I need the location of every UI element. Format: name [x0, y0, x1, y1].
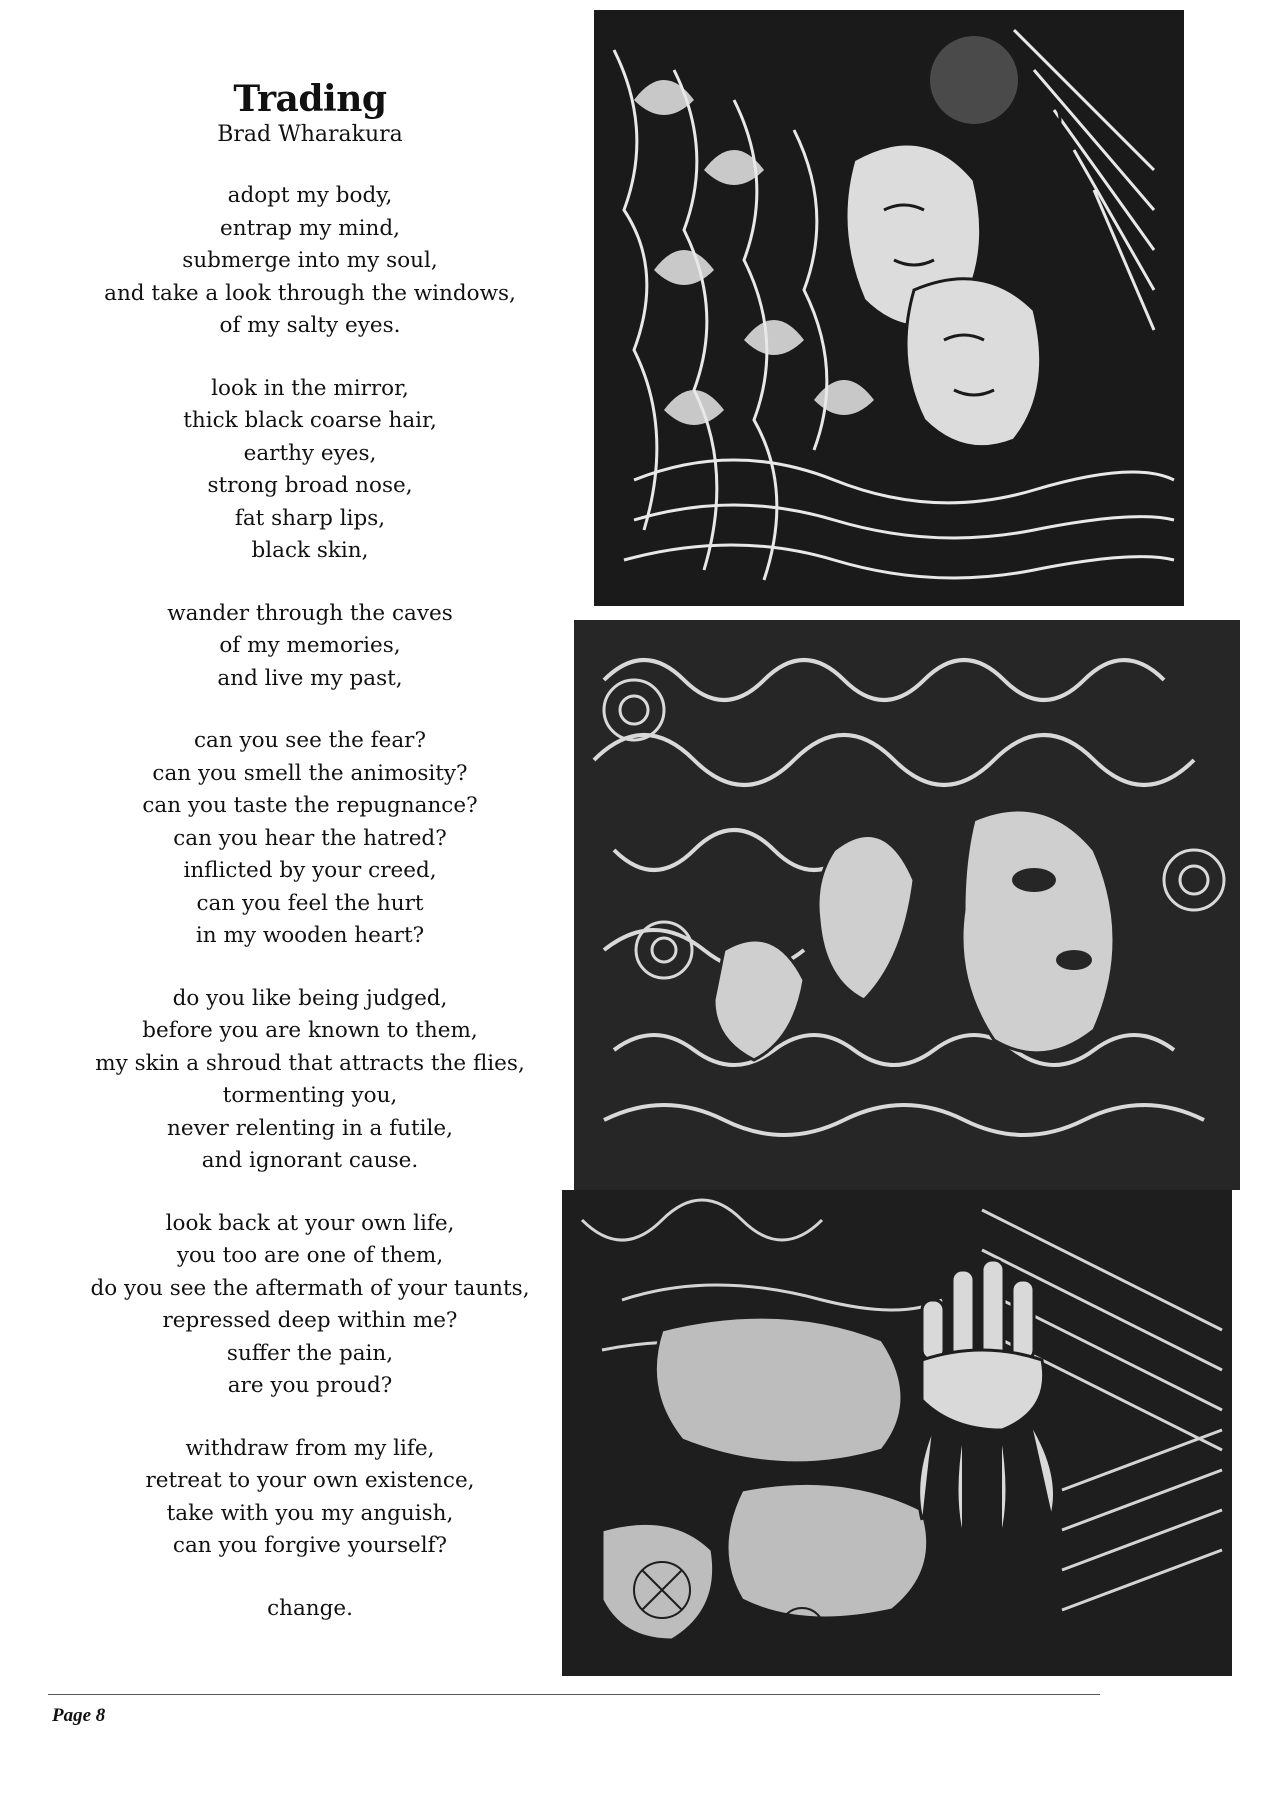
- poem-line: before you are known to them,: [142, 1018, 478, 1043]
- footer-rule: [48, 1694, 1100, 1695]
- poem-line: thick black coarse hair,: [183, 408, 437, 433]
- poem-author: Brad Wharakura: [217, 122, 403, 147]
- poem-line: are you proud?: [227, 1373, 393, 1398]
- artwork-reaching-hand-drawing: [562, 1190, 1232, 1676]
- artwork-faces-leaves: [594, 10, 1184, 606]
- stanza-2: [40, 373, 580, 568]
- stanza-3: [40, 598, 580, 696]
- poem-line: in my wooden heart?: [195, 923, 425, 948]
- stanza-6: [40, 1208, 580, 1403]
- poem-line: entrap my mind,: [220, 215, 400, 241]
- poem-line: of my salty eyes.: [219, 313, 401, 338]
- artwork-carved-swirls-drawing: [574, 620, 1240, 1190]
- poem-line: can you smell the animosity?: [152, 760, 468, 786]
- stanza-5: [40, 983, 580, 1178]
- artwork-carved-swirls: [574, 620, 1240, 1190]
- stanza-1: [40, 180, 580, 343]
- poem-line: strong broad nose,: [207, 473, 413, 498]
- poem-line: withdraw from my life,: [185, 1435, 435, 1461]
- poem-line: never relenting in a futile,: [167, 1115, 453, 1141]
- stanza-7: [40, 1433, 580, 1563]
- poem-line: look back at your own life,: [165, 1210, 455, 1236]
- poem-line: black skin,: [251, 538, 369, 563]
- page-number: Page 8: [52, 1705, 106, 1726]
- poem-line: can you forgive yourself?: [172, 1533, 448, 1558]
- poem-line: can you see the fear?: [194, 728, 426, 753]
- poem-title: Trading: [233, 78, 387, 120]
- poem-line: look in the mirror,: [211, 375, 409, 401]
- poem-line: submerge into my soul,: [182, 248, 438, 273]
- poem-line: can you taste the repugnance?: [142, 793, 478, 818]
- poem-line: and take a look through the windows,: [104, 280, 516, 306]
- poem-line: adopt my body,: [227, 183, 393, 208]
- poem-column: [40, 78, 580, 1655]
- poem-line: change.: [267, 1595, 353, 1621]
- poem-line: of my memories,: [219, 633, 401, 658]
- poem-line: and ignorant cause.: [201, 1148, 419, 1173]
- stanza-8: [40, 1593, 580, 1626]
- poem-line: suffer the pain,: [226, 1340, 394, 1366]
- poem-line: repressed deep within me?: [162, 1308, 458, 1333]
- poem-line: retreat to your own existence,: [145, 1468, 475, 1493]
- poem-line: can you feel the hurt: [196, 890, 424, 916]
- poem-line: fat sharp lips,: [234, 505, 386, 531]
- poem-line: do you see the aftermath of your taunts,: [90, 1275, 530, 1301]
- poem-line: earthy eyes,: [243, 440, 377, 466]
- artwork-faces-leaves-drawing: [594, 10, 1184, 606]
- poem-line: my skin a shroud that attracts the flies,: [95, 1050, 525, 1076]
- stanza-4: [40, 725, 580, 953]
- poem-line: tormenting you,: [222, 1083, 398, 1108]
- poem-line: do you like being judged,: [172, 985, 448, 1011]
- poem-line: inflicted by your creed,: [183, 858, 437, 883]
- poem-line: take with you my anguish,: [166, 1500, 454, 1526]
- poem-line: and live my past,: [217, 665, 403, 691]
- artwork-reaching-hand: [562, 1190, 1232, 1676]
- poem-line: wander through the caves: [167, 600, 453, 626]
- poem-line: can you hear the hatred?: [173, 825, 447, 851]
- poem-line: you too are one of them,: [176, 1243, 444, 1268]
